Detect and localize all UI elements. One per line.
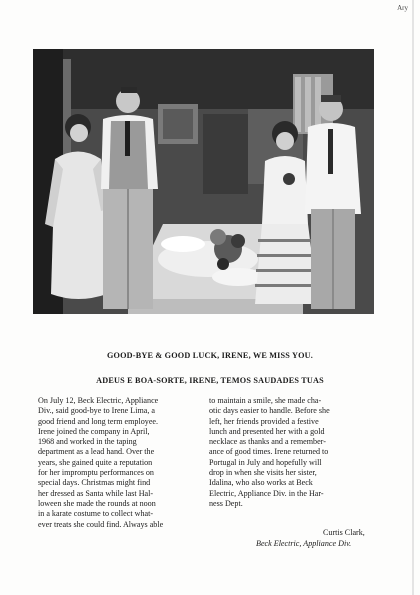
- article-line: ness Dept.: [209, 498, 243, 508]
- article-column-right: [209, 396, 377, 509]
- article-line: 1968 and worked in the taping: [38, 437, 137, 447]
- article-line: necklace as thanks and a remember-: [209, 437, 326, 447]
- page-edge-line: [412, 0, 414, 595]
- article-line: Electric, Appliance Div. in the Har-: [209, 488, 324, 498]
- article-line: Portugal in July and hopefully will: [209, 457, 322, 467]
- corner-handwritten-mark: Ary: [397, 4, 408, 12]
- article-line: Irene joined the company in April,: [38, 426, 150, 436]
- article-line: ance of good times. Irene returned to: [209, 447, 329, 457]
- headline-portuguese: ADEUS E BOA-SORTE, IRENE, TEMOS SAUDADES TUAS: [96, 376, 324, 385]
- article-line: lunch and presented her with a gold: [209, 426, 325, 436]
- article-column-left: [38, 396, 206, 530]
- article-line: Div., said good-bye to Irene Lima, a: [38, 406, 156, 416]
- article-line: ever treats she could find. Always able: [38, 519, 164, 529]
- headline-english: GOOD-BYE & GOOD LUCK, IRENE, WE MISS YOU.: [106, 351, 314, 360]
- article-line: department as a lead hand. Over the: [38, 447, 155, 457]
- farewell-photo: [33, 49, 374, 314]
- article-line: otic days easier to handle. Before she: [209, 406, 330, 416]
- article-line: her dressed as Santa while last Hal-: [38, 488, 154, 498]
- author-company: Beck Electric, Appliance Div.: [256, 539, 352, 548]
- article-line: drop in when she visits her sister,: [209, 468, 317, 478]
- article-line: for her impromptu performances on: [38, 468, 154, 478]
- article-line: in a karate costume to collect what-: [38, 509, 154, 519]
- article-line: Idalina, who also works at Beck: [209, 478, 313, 488]
- article-line: good friend and long term employee.: [38, 416, 159, 426]
- article-line: special days. Christmas might find: [38, 478, 151, 488]
- author-name: Curtis Clark,: [323, 528, 365, 537]
- article-line: On July 12, Beck Electric, Appliance: [38, 396, 159, 405]
- article-line: left, her friends provided a festive: [209, 416, 319, 426]
- article-line: loween she made the rounds at noon: [38, 498, 156, 508]
- article-line: to maintain a smile, she made cha-: [209, 396, 322, 405]
- article-line: years, she gained quite a reputation: [38, 457, 153, 467]
